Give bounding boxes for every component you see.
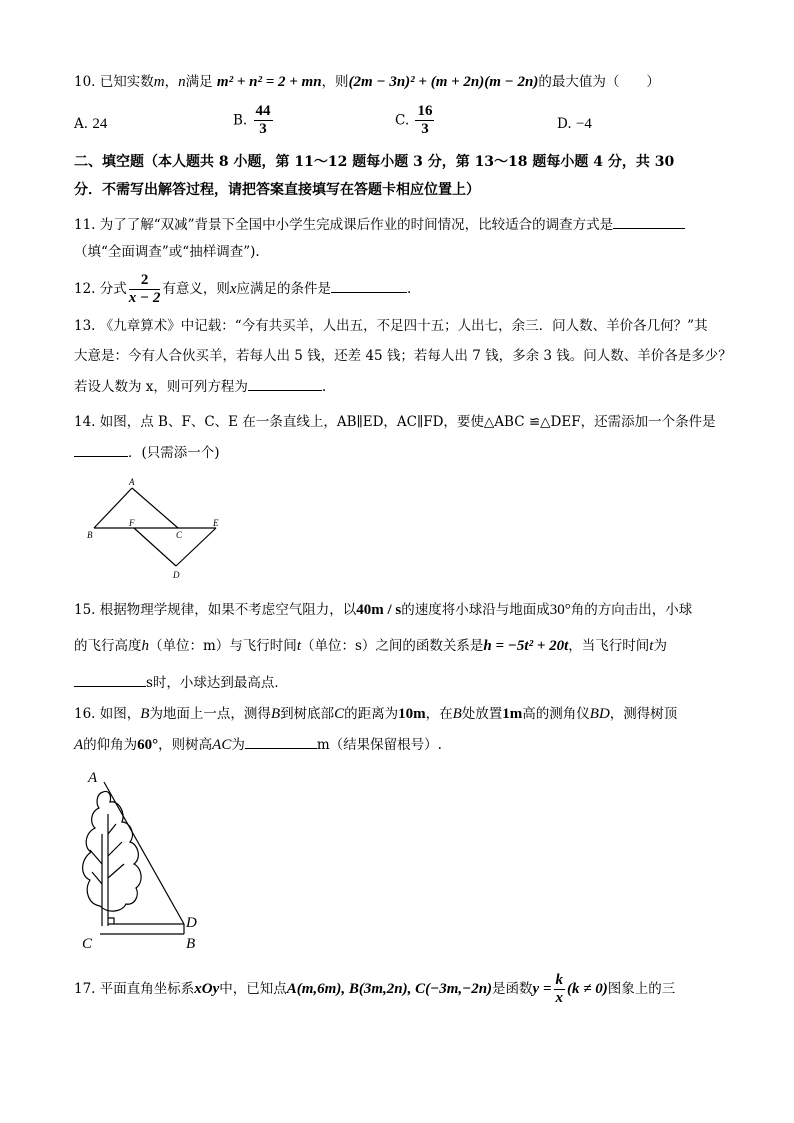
q17-text: 中，已知点 (219, 981, 287, 997)
answer-blank[interactable] (74, 442, 128, 457)
q10-stem (74, 72, 660, 92)
var-c: C (334, 706, 345, 722)
q16-tree-figure (76, 764, 216, 956)
q15-text: 为 (653, 638, 667, 654)
q10-text: 已知实数 (99, 74, 154, 90)
q10-option-b (233, 103, 275, 138)
section2-heading-line2: 分．不需写出解答过程，请把答案直接填写在答题卡相应位置上） (74, 182, 480, 198)
var-x: x (229, 281, 237, 297)
option-value: 24 (92, 116, 108, 132)
label-d: D (186, 915, 197, 931)
q17-text: 17. 平面直角坐标系 (74, 981, 195, 997)
fraction-denominator: x (555, 990, 564, 1006)
q17-text: 图象上的三 (607, 981, 676, 997)
q16-text: ，则树高 (158, 737, 213, 753)
q10-text: 的最大值为（ ） (538, 74, 660, 90)
q16-text: 的仰角为 (83, 737, 138, 753)
q14-line2 (74, 442, 220, 463)
answer-blank[interactable] (331, 278, 407, 293)
q16-text: 为 (231, 737, 245, 753)
sight-line-ad (104, 782, 184, 924)
var-b: B (140, 706, 150, 722)
tree-branch (108, 864, 124, 878)
label-b: B (87, 530, 93, 540)
segment-ac (132, 488, 178, 528)
q13-line3 (74, 376, 326, 397)
q17-points: A(m,6m), B(3m,2n), C(−3m,−2n) (286, 981, 493, 997)
label-e: E (213, 518, 219, 528)
q14-line1: 14. 如图，点 B、F、C、E 在一条直线上，AB∥ED，AC∥FD，要使△ABC ≌△DEF，还需添加一个条件是 (74, 414, 716, 430)
q16-text: 高的测角仪 (522, 706, 590, 722)
q14-figure (80, 474, 230, 584)
answer-blank[interactable] (245, 734, 317, 749)
fraction-numerator: 2 (129, 272, 161, 290)
q16-text: 处放置 (461, 706, 503, 722)
label-c: C (176, 530, 183, 540)
label-c: C (82, 936, 93, 952)
q12-text: 有意义，则 (162, 281, 230, 297)
function-condition: (k ≠ 0) (567, 981, 608, 997)
q16-text: ，测得树顶 (609, 706, 678, 722)
q15-formula: h = −5t² + 20t (483, 638, 569, 654)
label-b: B (186, 936, 196, 952)
q10-option-d (557, 116, 592, 133)
q15-text: 15. 根据物理学规律，如果不考虑空气阻力，以 (74, 602, 357, 618)
var-b: B (452, 706, 462, 722)
q17-text: 是函数 (492, 981, 533, 997)
fraction-numerator: k (555, 972, 564, 988)
tree-branch (90, 850, 102, 864)
q15-text: 角的方向击出，小球 (570, 602, 693, 618)
segment-fd (134, 528, 176, 566)
var-a: A (74, 737, 84, 753)
function-lhs: y = (532, 981, 552, 997)
period: . (407, 281, 412, 297)
var-h: h (141, 638, 149, 654)
q11-line1 (74, 214, 685, 235)
var-bd: BD (589, 706, 610, 722)
answer-blank[interactable] (248, 376, 322, 391)
q16-text: 16. 如图， (74, 706, 141, 722)
right-angle-mark (108, 918, 114, 924)
q13-line2: 大意是：今有人合伙买羊，若每人出 5 钱，还差 45 钱；若每人出 7 钱，多余 3 钱。问人数、羊价各是多少？ (74, 348, 732, 364)
section2-heading-line1: 二、填空题（本人题共 8 小题，第 11～12 题每小题 3 分，第 13～18 题每小题 4 分，共 30 (74, 154, 675, 170)
var-t: t (649, 638, 654, 654)
var-n: n (178, 74, 186, 90)
tree-branch (108, 824, 116, 834)
q16-text: 的距离为 (344, 706, 399, 722)
option-label: C. (395, 112, 414, 129)
answer-blank[interactable] (613, 214, 685, 229)
q14-text: ．(只需添一个) (128, 445, 220, 461)
label-a: A (129, 477, 135, 487)
segment-ab (94, 488, 132, 528)
label-d: D (173, 570, 180, 580)
q10-text: 满足 (185, 74, 213, 90)
q16-text: 到树底部 (280, 706, 335, 722)
distance-value: 10m (398, 706, 426, 722)
var-ac: AC (212, 737, 232, 753)
comma: ， (164, 74, 179, 90)
tree-branch (108, 842, 122, 856)
tree-branch (92, 872, 102, 884)
option-value: −4 (575, 116, 592, 132)
q10-condition: m² + n² = 2 + mn (216, 74, 322, 90)
q10-option-c (395, 103, 436, 138)
q15-text: 的飞行高度 (74, 638, 142, 654)
q13-text: 若设人数为 x，则可列方程为 (74, 379, 248, 395)
q10-option-a (74, 116, 107, 133)
label-a: A (88, 770, 98, 786)
option-label: B. (233, 112, 252, 129)
var-t: t (296, 638, 301, 654)
var-m: m (153, 74, 165, 90)
q13-line1: 13. 《九章算术》中记载：“今有共买羊，人出五，不足四十五；人出七，余三．问人数、羊价各几何？”其 (74, 318, 708, 334)
option-label: A. (74, 116, 93, 132)
q10-expression: (2m − 3n)² + (m + 2n)(m − 2n) (348, 74, 539, 90)
q10-number: 10. (74, 74, 100, 90)
speed-value: 40m / s (356, 602, 402, 618)
angle-value: 30° (549, 602, 571, 618)
q15-text: 的速度将小球沿与地面成 (401, 602, 550, 618)
q16-text: ，在 (425, 706, 453, 722)
q16-line2 (74, 734, 442, 755)
answer-blank[interactable] (74, 672, 146, 687)
fraction-denominator: x − 2 (128, 290, 161, 306)
q16-text: 为地面上一点，测得 (149, 706, 271, 722)
period: . (321, 379, 327, 395)
fraction-numerator: 16 (417, 103, 433, 119)
q15-line1 (74, 600, 692, 620)
q12-text: 12. 分式 (74, 281, 127, 297)
fraction-denominator: 3 (421, 121, 429, 137)
q15-text: ，当飞行时间 (568, 638, 650, 654)
option-label: D. (557, 116, 576, 132)
fraction-numerator: 44 (255, 103, 271, 119)
q11-text: 11. 为了了解“双减”背景下全国中小学生完成课后作业的时间情况，比较适合的调查方式是 (74, 217, 614, 233)
q11-line2: （填“全面调查”或“抽样调查”). (74, 244, 260, 260)
q15-line3 (74, 672, 288, 693)
label-f: F (129, 518, 135, 528)
q17-line (74, 972, 675, 1007)
q15-text: s时，小球达到最高点． (146, 675, 288, 691)
q16-text: m（结果保留根号）. (316, 737, 442, 753)
height-value: 1m (502, 706, 523, 722)
q15-text: （单位：m）与飞行时间 (149, 638, 297, 654)
q15-text: （单位：s）之间的函数关系是 (300, 638, 484, 654)
q16-line1 (74, 704, 677, 724)
fraction-denominator: 3 (259, 121, 267, 137)
q12-text: 应满足的条件是 (236, 281, 332, 297)
q15-line2 (74, 636, 667, 656)
var-xoy: xOy (194, 981, 220, 997)
angle-value: 60° (137, 737, 159, 753)
var-b: B (270, 706, 281, 722)
q10-text: ，则 (321, 74, 349, 90)
q12-line (74, 272, 411, 307)
